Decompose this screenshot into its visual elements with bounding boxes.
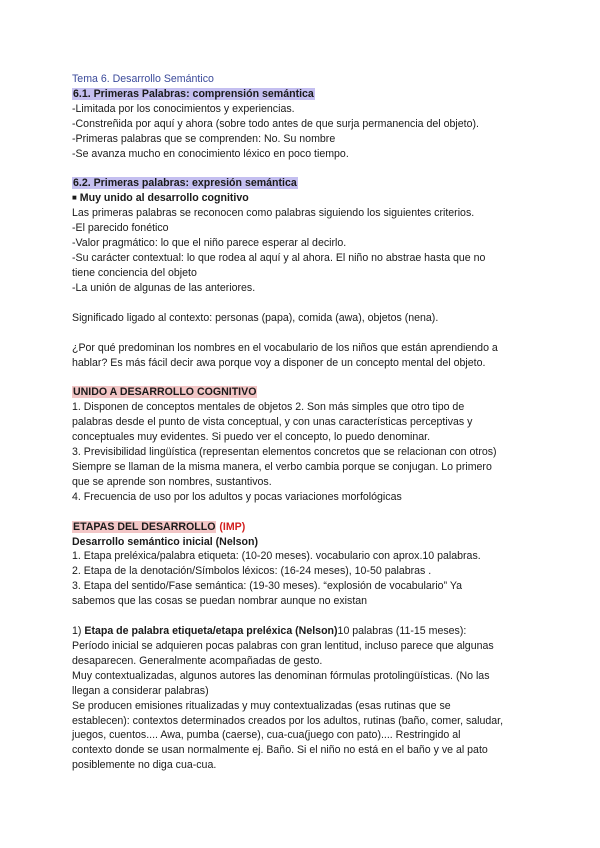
section-4-line: 1. Etapa preléxica/palabra etiqueta: (10-20 meses). vocabulario con aprox.10 palabras. xyxy=(72,550,481,563)
section-2-line: -La unión de algunas de las anteriores. xyxy=(72,281,256,294)
section-2-subheading-text: Muy unido al desarrollo cognitivo xyxy=(79,192,249,205)
square-bullet-icon: ■ xyxy=(72,193,77,203)
section-5-lead-bold: Etapa de palabra etiqueta/etapa preléxica (Nelson) xyxy=(84,625,338,638)
section-2-heading-text: 6.2. Primeras palabras: expresión semántica xyxy=(73,177,297,190)
section-3-heading-text: UNIDO A DESARROLLO COGNITIVO xyxy=(73,386,257,399)
section-2-line: -Valor pragmático: lo que el niño parece esperar al decirlo. xyxy=(72,237,347,250)
section-1-line: -Se avanza mucho en conocimiento léxico en poco tiempo. xyxy=(72,147,349,160)
section-5-line: contexto donde se usan normalmente ej. Baño. Si el niño no está en el baño y ve al pato xyxy=(72,744,488,757)
section-5-line: Se producen emisiones ritualizadas y muy contextualizadas (esas rutinas que se xyxy=(72,699,451,712)
section-5-line: Período inicial se adquieren pocas palabras con gran lentitud, incluso parece que algunas xyxy=(72,640,494,652)
section-3-line: 3. Previsibilidad lingüística (representan elementos concretos que se relacionan con otros) xyxy=(72,446,497,459)
section-2-subheading xyxy=(72,191,544,206)
section-5-line: Muy contextualizadas, algunos autores las denominan fórmulas protolingüísticas. (No las xyxy=(72,669,490,682)
section-3-line: conceptuales muy evidentes. Si puedo ver el concepto, lo puedo denominar. xyxy=(72,431,431,444)
section-1-line: -Constreñida por aquí y ahora (sobre todo antes de que surja permanencia del objeto). xyxy=(72,117,479,130)
section-5-number: 1) xyxy=(72,625,85,638)
section-2-line: tiene conciencia del objeto xyxy=(72,266,197,279)
section-1-heading-text: 6.1. Primeras Palabras: comprensión semántica xyxy=(73,87,314,100)
section-2-paragraph: Significado ligado al contexto: personas (papa), comida (awa), objetos (nena). xyxy=(72,311,439,324)
section-3-line: palabras desde el punto de vista conceptual, y con unas características perceptivas y xyxy=(72,416,473,429)
section-4-subheading: Desarrollo semántico inicial (Nelson) xyxy=(72,535,259,548)
section-4-heading xyxy=(72,520,544,535)
section-2-line: Las primeras palabras se reconocen como palabras siguiendo los siguientes criterios. xyxy=(72,207,475,220)
section-5-lead xyxy=(72,624,544,639)
section-4-line: sabemos que las cosas se puedan nombrar aunque no existan xyxy=(72,595,368,608)
section-2-question: ¿Por qué predominan los nombres en el vocabulario de los niños que están aprendiendo a xyxy=(72,341,498,354)
section-2-heading xyxy=(72,176,544,191)
section-1-heading xyxy=(72,87,544,102)
section-2-line: -El parecido fonético xyxy=(72,222,169,235)
page-title: Tema 6. Desarrollo Semántico xyxy=(72,73,214,85)
section-5-line: posiblemente no diga cua-cua. xyxy=(72,759,217,772)
section-3-heading xyxy=(72,385,544,400)
section-1-line: -Limitada por los conocimientos y experiencias. xyxy=(72,102,295,115)
section-3-line: 4. Frecuencia de uso por los adultos y pocas variaciones morfológicas xyxy=(72,490,402,503)
section-5-line: llegan a considerar palabras) xyxy=(72,684,209,697)
section-5-line: juegos, cuentos.... Awa, pumba (caerse), cua-cua(juego con pato).... Restringido al xyxy=(72,729,461,742)
section-2-line: -Su carácter contextual: lo que rodea al aquí y al ahora. El niño no abstrae hasta que no xyxy=(72,251,486,264)
importance-tag: (IMP) xyxy=(219,520,246,533)
section-2-question: hablar? Es más fácil decir awa porque voy a disponer de un concepto mental del objeto. xyxy=(72,356,486,369)
section-4-line: 3. Etapa del sentido/Fase semántica: (19-30 meses). “explosión de vocabulario” Ya xyxy=(72,580,463,593)
section-4-line: 2. Etapa de la denotación/Símbolos léxicos: (16-24 meses), 10-50 palabras . xyxy=(72,565,432,578)
section-3-line: 1. Disponen de conceptos mentales de objetos 2. Son más simples que otro tipo de xyxy=(72,401,465,414)
section-3-line: Siempre se llaman de la misma manera, el verbo cambia porque se conjugan. Lo primero xyxy=(72,460,492,473)
section-1-line: -Primeras palabras que se comprenden: No. Su nombre xyxy=(72,132,336,145)
section-5-lead-rest: 10 palabras (11-15 meses): xyxy=(337,625,467,638)
section-3-line: que se aprende son nombres, sustantivos. xyxy=(72,475,272,488)
section-5-line: establecen): contextos determinados creados por los adultos, rutinas (baño, comer, saludar, xyxy=(72,714,504,727)
section-4-heading-text: ETAPAS DEL DESARROLLO xyxy=(73,520,216,533)
section-5-line: desaparecen. Generalmente acompañadas de gesto. xyxy=(72,654,323,667)
